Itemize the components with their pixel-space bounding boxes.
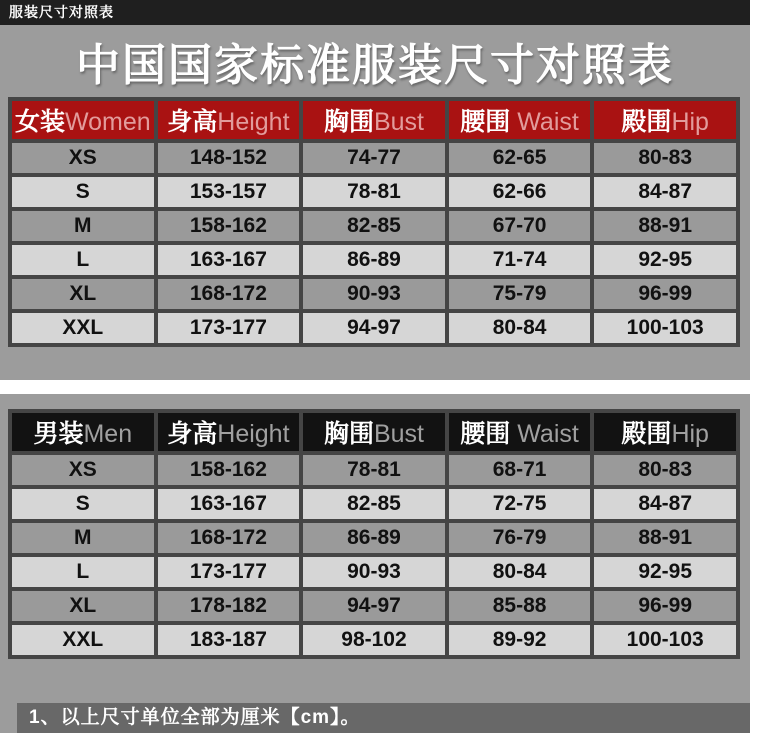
column-header-zh: 女装 [14, 108, 65, 136]
column-header [449, 101, 591, 139]
column-header [158, 101, 300, 139]
column-header-zh: 殿围 [621, 108, 672, 136]
column-header-zh: 身高 [167, 108, 218, 136]
main-title: 中国国家标准服装尺寸对照表 [76, 41, 674, 90]
table-row [12, 591, 736, 621]
value-cell: 82-85 [303, 489, 445, 519]
value-cell: 173-177 [158, 313, 300, 343]
table-row [12, 455, 736, 485]
table-row [12, 245, 736, 275]
column-header-en: Hip [671, 108, 709, 136]
size-cell: XXL [12, 313, 154, 343]
column-header [12, 413, 154, 451]
value-cell: 90-93 [303, 557, 445, 587]
value-cell: 98-102 [303, 625, 445, 655]
size-cell: L [12, 245, 154, 275]
value-cell: 88-91 [594, 523, 736, 553]
column-header-en: Bust [373, 108, 424, 136]
column-header-zh: 胸围 [323, 420, 374, 448]
table-row [12, 143, 736, 173]
column-header-zh: 身高 [167, 420, 218, 448]
value-cell: 183-187 [158, 625, 300, 655]
note-row [0, 703, 750, 733]
value-cell: 71-74 [449, 245, 591, 275]
header-row [12, 413, 736, 451]
table-row [12, 177, 736, 207]
column-header-en: Bust [373, 420, 424, 448]
column-header [303, 101, 445, 139]
value-cell: 158-162 [158, 211, 300, 241]
value-cell: 85-88 [449, 591, 591, 621]
value-cell: 80-84 [449, 313, 591, 343]
note-text: 1、以上尺寸单位全部为厘米【cm】。 [29, 707, 361, 728]
value-cell: 96-99 [594, 591, 736, 621]
men-size-section [0, 394, 750, 703]
value-cell: 153-157 [158, 177, 300, 207]
value-cell: 67-70 [449, 211, 591, 241]
column-header-en: Waist [510, 420, 579, 448]
value-cell: 94-97 [303, 313, 445, 343]
women-size-section [0, 97, 750, 380]
column-header [449, 413, 591, 451]
size-cell: XXL [12, 625, 154, 655]
column-header-zh: 胸围 [323, 108, 374, 136]
value-cell: 84-87 [594, 177, 736, 207]
value-cell: 82-85 [303, 211, 445, 241]
column-header-zh: 腰围 [460, 420, 511, 448]
size-cell: XS [12, 455, 154, 485]
table-row [12, 211, 736, 241]
value-cell: 94-97 [303, 591, 445, 621]
women-size-table [8, 97, 740, 347]
section-divider [0, 380, 750, 394]
value-cell: 92-95 [594, 557, 736, 587]
column-header [594, 101, 736, 139]
table-row [12, 489, 736, 519]
value-cell: 68-71 [449, 455, 591, 485]
column-header-en: Waist [510, 108, 579, 136]
size-cell: S [12, 489, 154, 519]
table-row [12, 557, 736, 587]
value-cell: 78-81 [303, 177, 445, 207]
size-cell: M [12, 523, 154, 553]
value-cell: 148-152 [158, 143, 300, 173]
table-row [12, 625, 736, 655]
table-row [12, 313, 736, 343]
value-cell: 158-162 [158, 455, 300, 485]
column-header-en: Height [217, 420, 290, 448]
size-cell: M [12, 211, 154, 241]
value-cell: 62-65 [449, 143, 591, 173]
men-size-table [8, 409, 740, 659]
value-cell: 62-66 [449, 177, 591, 207]
value-cell: 88-91 [594, 211, 736, 241]
value-cell: 163-167 [158, 489, 300, 519]
size-cell: L [12, 557, 154, 587]
value-cell: 90-93 [303, 279, 445, 309]
value-cell: 89-92 [449, 625, 591, 655]
note-bar [17, 703, 750, 733]
column-header [158, 413, 300, 451]
value-cell: 163-167 [158, 245, 300, 275]
value-cell: 80-83 [594, 143, 736, 173]
value-cell: 100-103 [594, 313, 736, 343]
value-cell: 173-177 [158, 557, 300, 587]
column-header [12, 101, 154, 139]
column-header [594, 413, 736, 451]
value-cell: 92-95 [594, 245, 736, 275]
page-title-bar: 服装尺寸对照表 [0, 0, 750, 25]
table-row [12, 523, 736, 553]
value-cell: 96-99 [594, 279, 736, 309]
column-header-zh: 男装 [33, 420, 84, 448]
column-header-zh: 腰围 [460, 108, 511, 136]
value-cell: 86-89 [303, 523, 445, 553]
value-cell: 168-172 [158, 523, 300, 553]
value-cell: 178-182 [158, 591, 300, 621]
column-header-en: Men [83, 420, 133, 448]
table-row [12, 279, 736, 309]
value-cell: 80-83 [594, 455, 736, 485]
header-row [12, 101, 736, 139]
value-cell: 86-89 [303, 245, 445, 275]
size-cell: XL [12, 279, 154, 309]
value-cell: 76-79 [449, 523, 591, 553]
column-header-zh: 殿围 [621, 420, 672, 448]
value-cell: 75-79 [449, 279, 591, 309]
column-header-en: Hip [671, 420, 709, 448]
value-cell: 78-81 [303, 455, 445, 485]
column-header-en: Women [64, 108, 151, 136]
column-header-en: Height [217, 108, 290, 136]
banner [0, 25, 750, 97]
value-cell: 100-103 [594, 625, 736, 655]
value-cell: 74-77 [303, 143, 445, 173]
value-cell: 80-84 [449, 557, 591, 587]
column-header [303, 413, 445, 451]
size-cell: S [12, 177, 154, 207]
size-cell: XL [12, 591, 154, 621]
size-cell: XS [12, 143, 154, 173]
value-cell: 72-75 [449, 489, 591, 519]
value-cell: 84-87 [594, 489, 736, 519]
value-cell: 168-172 [158, 279, 300, 309]
